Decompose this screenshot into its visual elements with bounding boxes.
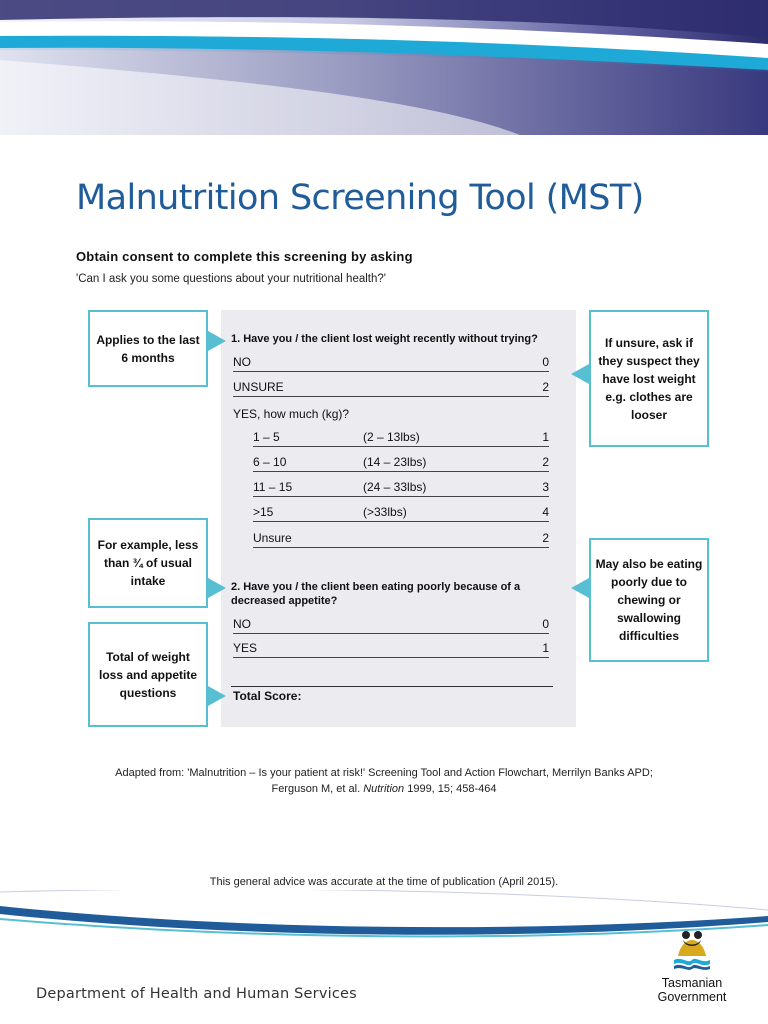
option-label: UNSURE (233, 380, 284, 394)
total-divider (231, 686, 553, 687)
header-banner (0, 0, 768, 135)
amount-kg: 11 – 15 (253, 480, 293, 494)
q1-amount-row[interactable] (253, 531, 549, 548)
note-chewing-swallowing: May also be eating poorly due to chewing or swallowing difficulties (589, 538, 709, 662)
department-name: Department of Health and Human Services (36, 986, 357, 1002)
logo-line-2: Government (657, 990, 727, 1004)
amount-kg: 6 – 10 (253, 455, 287, 469)
amount-score: 4 (542, 505, 549, 519)
note-example-intake: For example, less than ¾ of usual intake (88, 518, 208, 608)
publication-disclaimer: This general advice was accurate at the time of publication (April 2015). (209, 876, 559, 888)
question-1-text: 1. Have you / the client lost weight recently without trying? (231, 333, 538, 345)
q1-amount-row[interactable] (253, 430, 549, 447)
option-label: NO (233, 355, 251, 369)
citation (40, 765, 728, 797)
logo-line-1: Tasmanian (661, 976, 723, 990)
option-label: NO (233, 617, 251, 631)
option-score: 0 (542, 355, 549, 369)
question-2-text: 2. Have you / the client been eating poorly because of a decreased appetite? (231, 581, 521, 607)
consent-question: 'Can I ask you some questions about your nutritional health?' (76, 273, 386, 285)
amount-score: 3 (542, 480, 549, 494)
citation-authors: Ferguson M, et al. (271, 783, 364, 795)
q2-option-yes[interactable] (233, 641, 549, 658)
logo-text (650, 976, 734, 1004)
option-label: YES (233, 641, 258, 655)
amount-score: 1 (542, 430, 549, 444)
q1-amount-row[interactable] (253, 480, 549, 497)
option-score: 0 (542, 617, 549, 631)
amount-kg: Unsure (253, 531, 292, 545)
note-applies-6-months: Applies to the last 6 months (88, 310, 208, 387)
q1-option-unsure[interactable] (233, 380, 549, 397)
tasmanian-government-logo (650, 926, 734, 1006)
amount-score: 2 (542, 455, 549, 469)
arrow-left-icon (571, 364, 589, 384)
arrow-right-icon (208, 578, 226, 598)
arrow-right-icon (208, 686, 226, 706)
arrow-right-icon (208, 331, 226, 351)
q1-option-no[interactable] (233, 355, 549, 372)
amount-lbs: (24 – 33lbs) (363, 480, 427, 494)
amount-lbs: (2 – 13lbs) (363, 430, 420, 444)
option-score: 1 (542, 641, 549, 655)
screening-form-panel (221, 310, 576, 727)
amount-kg: 1 – 5 (253, 430, 280, 444)
q1-amount-row[interactable] (253, 505, 549, 522)
amount-kg: >15 (253, 505, 274, 519)
amount-score: 2 (542, 531, 549, 545)
note-total-score: Total of weight loss and appetite questions (88, 622, 208, 727)
citation-line-1: Adapted from: 'Malnutrition – Is your patient at risk!' Screening Tool and Action Flowchart, Merrilyn Banks APD; (115, 767, 653, 779)
citation-journal: Nutrition (363, 783, 405, 795)
amount-lbs: (14 – 23lbs) (363, 455, 427, 469)
citation-details: 1999, 15; 458-464 (404, 783, 497, 795)
q1-amount-row[interactable] (253, 455, 549, 472)
amount-lbs: (>33lbs) (363, 505, 407, 519)
q1-yes-label: YES, how much (kg)? (233, 407, 350, 421)
q2-option-no[interactable] (233, 617, 549, 634)
arrow-left-icon (571, 578, 589, 598)
consent-instruction: Obtain consent to complete this screening by asking (76, 249, 413, 264)
total-score-label: Total Score: (233, 689, 302, 703)
page-title: Malnutrition Screening Tool (MST) (76, 178, 644, 218)
option-score: 2 (542, 380, 549, 394)
note-if-unsure: If unsure, ask if they suspect they have lost weight e.g. clothes are looser (589, 310, 709, 447)
tasmanian-government-emblem-icon (672, 926, 712, 972)
